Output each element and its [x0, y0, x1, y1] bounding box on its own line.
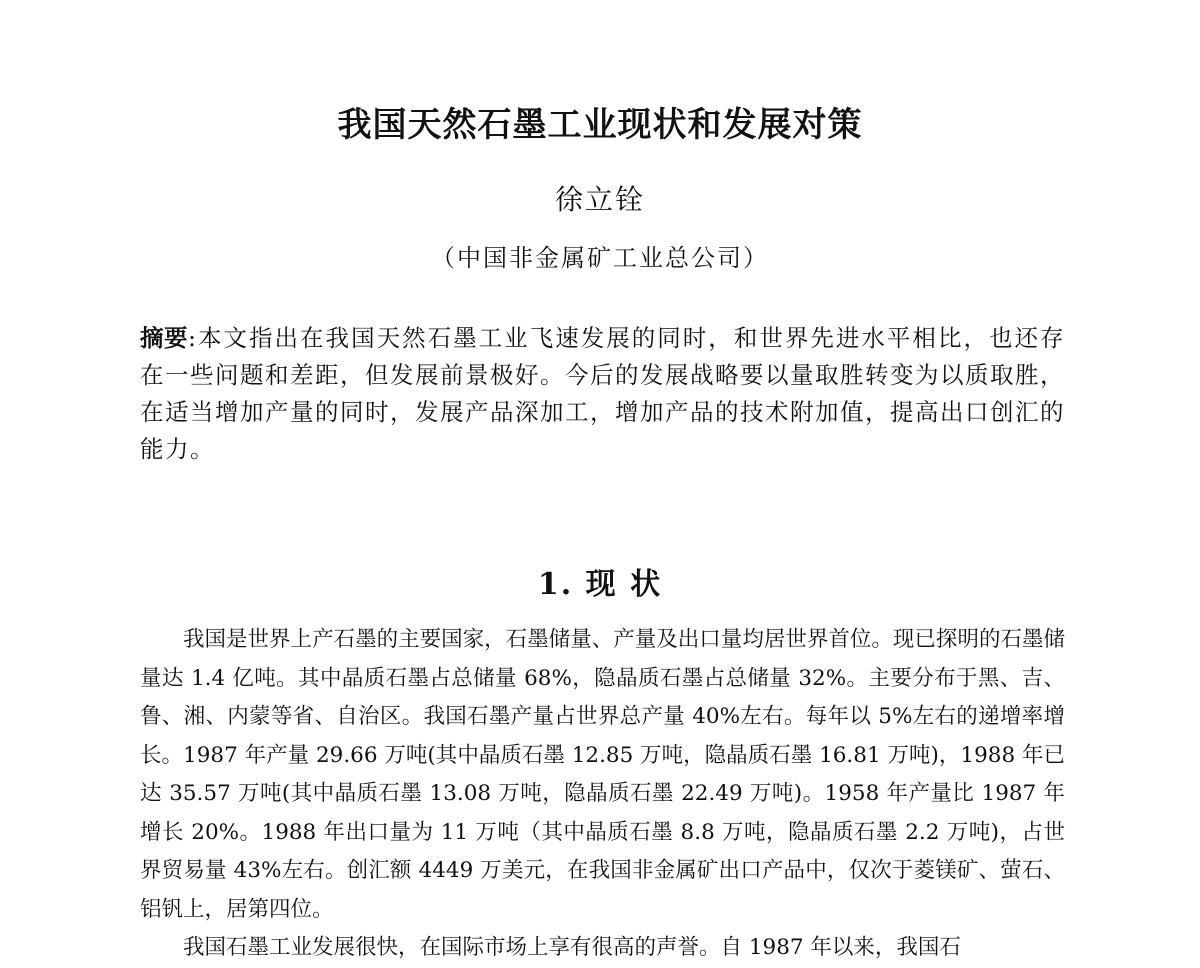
paper-title: 我国天然石墨工业现状和发展对策	[337, 105, 863, 145]
author-name: 徐立铨	[554, 183, 645, 216]
body-paragraph: 我国石墨工业发展很快，在国际市场上享有很高的声誉。自 1987 年以来，我国石	[183, 935, 961, 960]
abstract-block	[140, 320, 1065, 468]
section-body	[140, 621, 1065, 968]
abstract-text: :本文指出在我国天然石墨工业飞速发展的同时，和世界先进水平相比，也还存在一些问题和差距，但发展前景极好。今后的发展战略要以量取胜转变为以质取胜，在适当增加产量的同时，发展产品深加工，增加产品的技术附加值，提高出口创汇的能力。	[140, 324, 1066, 463]
abstract-label: 摘要	[140, 324, 189, 352]
author-affiliation: （中国非金属矿工业总公司）	[431, 244, 769, 272]
section-heading: 1. 现 状	[537, 567, 663, 602]
body-paragraph: 我国是世界上产石墨的主要国家，石墨储量、产量及出口量均居世界首位。现已探明的石墨储量达 1.4 亿吨。其中晶质石墨占总储量 68%，隐晶质石墨占总储量 32%。主要分布于黑、吉、鲁、湘、内蒙等省、自治区。我国石墨产量占世界总产量 40%左右。每年以 5%左右的递增率增长。1987 年产量 29.66 万吨(其中晶质石墨 12.85 万吨，隐晶质石墨 16.81 万吨)，1988 年已达 35.57 万吨(其中晶质石墨 13.08 万吨，隐晶质石墨 22.49 万吨)。1958 年产量比 1987 年增长 20%。1988 年出口量为 11 万吨（其中晶质石墨 8.8 万吨，隐晶质石墨 2.2 万吨)，占世界贸易量 43%左右。创汇额 4449 万美元，在我国非金属矿出口产品中，仅次于菱镁矿、萤石、铝钒上，居第四位。	[140, 627, 1065, 922]
